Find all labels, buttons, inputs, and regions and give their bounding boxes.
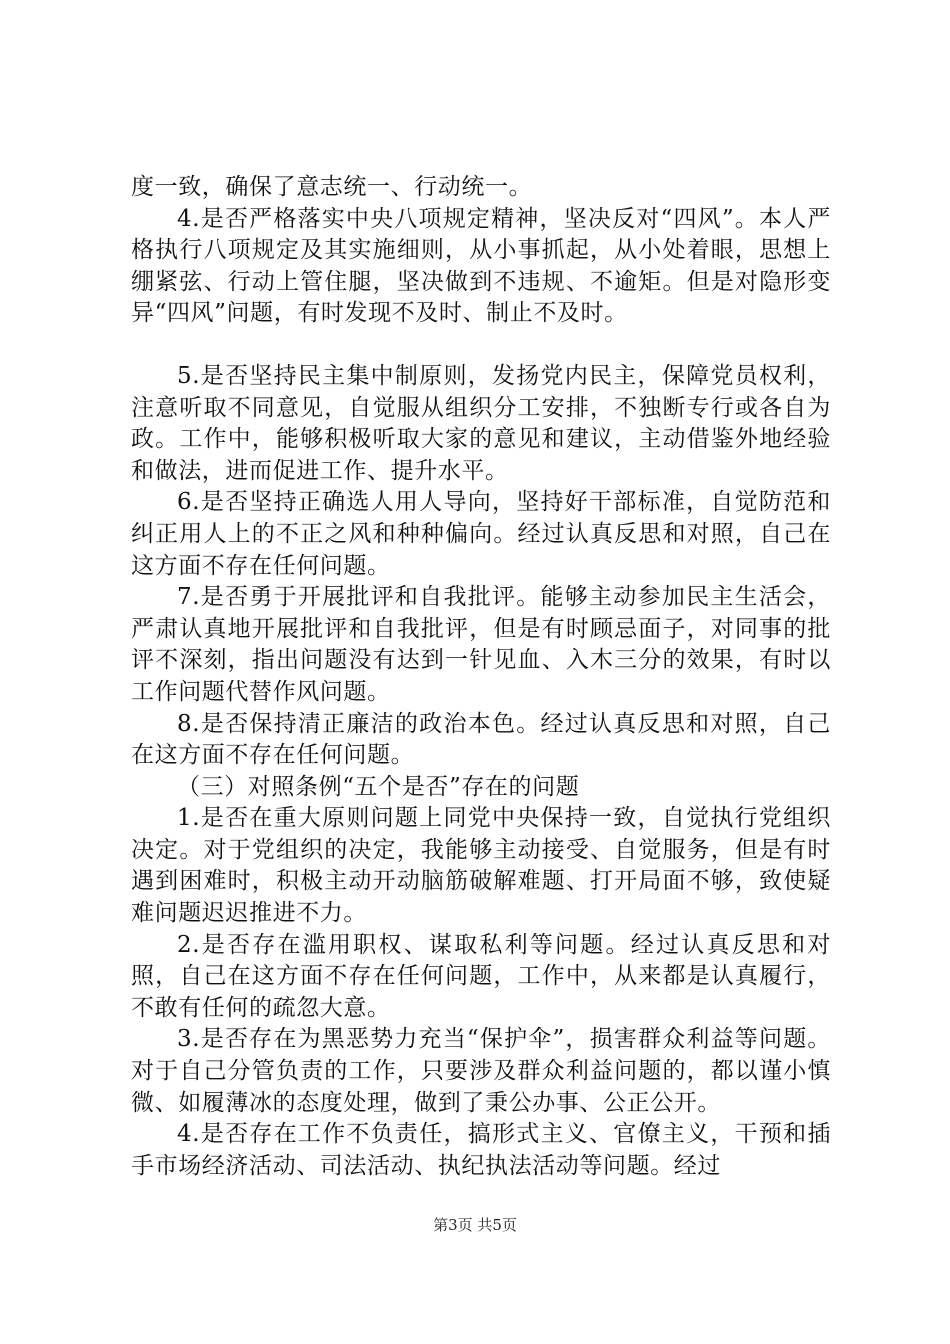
paragraph-item-8-integrity: 8.是否保持清正廉洁的政治本色。经过认真反思和对照，自己在这方面不存在任何问题。 [131, 710, 831, 769]
section-heading-three: （三）对照条例“五个是否”存在的问题 [177, 773, 580, 800]
paragraph-section3-item-4: 4.是否存在工作不负责任，搞形式主义、官僚主义，干预和插手市场经济活动、司法活动、执纪执法活动等问题。经过 [131, 1121, 831, 1179]
paragraph-section3-item-1: 1.是否在重大原则问题上同党中央保持一致，自觉执行党组织决定。对于党组织的决定，我能够主动接受、自觉服务，但是有时遇到困难时，积极主动开动脑筋破解难题、打开局面不够，致使疑难问题迟迟推进不力。 [131, 805, 831, 927]
paragraph-section3-item-3: 3.是否存在为黑恶势力充当“保护伞”，损害群众利益等问题。对于自己分管负责的工作，只要涉及群众利益问题的，都以谨小慎微、如履薄冰的态度处理，做到了秉公办事、公正公开。 [131, 1026, 831, 1116]
paragraph-item-7-criticism: 7.是否勇于开展批评和自我批评。能够主动参加民主生活会，严肃认真地开展批评和自我批评，但是有时顾忌面子，对同事的批评不深刻，指出问题没有达到一针见血、入木三分的效果，有时以工作问题代替作风问题。 [131, 584, 831, 705]
paragraph-section3-item-2: 2.是否存在滥用职权、谋取私利等问题。经过认真反思和对照，自己在这方面不存在任何问题，工作中，从来都是认真履行，不敢有任何的疏忽大意。 [131, 931, 831, 1021]
document-body [131, 172, 831, 1182]
paragraph-item-4-four-winds: 4.是否严格落实中央八项规定精神，坚决反对“四风”。本人严格执行八项规定及其实施细则，从小事抓起，从小处着眼，思想上绷紧弦、行动上管住腿，坚决做到不违规、不逾矩。但是对隐形变异“四风”问题，有时发现不及时、制止不及时。 [131, 205, 831, 327]
paragraph-continuation: 度一致，确保了意志统一、行动统一。 [131, 174, 533, 200]
paragraph-item-5-democratic-centralism: 5.是否坚持民主集中制原则，发扬党内民主，保障党员权利，注意听取不同意见，自觉服从组织分工安排，不独断专行或各自为政。工作中，能够积极听取大家的意见和建议，主动借鉴外地经验和做法，进而促进工作、提升水平。 [131, 362, 831, 484]
page-footer: 第3页 共5页 [433, 1216, 517, 1234]
paragraph-item-6-personnel-selection: 6.是否坚持正确选人用人导向，坚持好干部标准，自觉防范和纠正用人上的不正之风和种种偏向。经过认真反思和对照，自己在这方面不存在任何问题。 [131, 489, 831, 579]
